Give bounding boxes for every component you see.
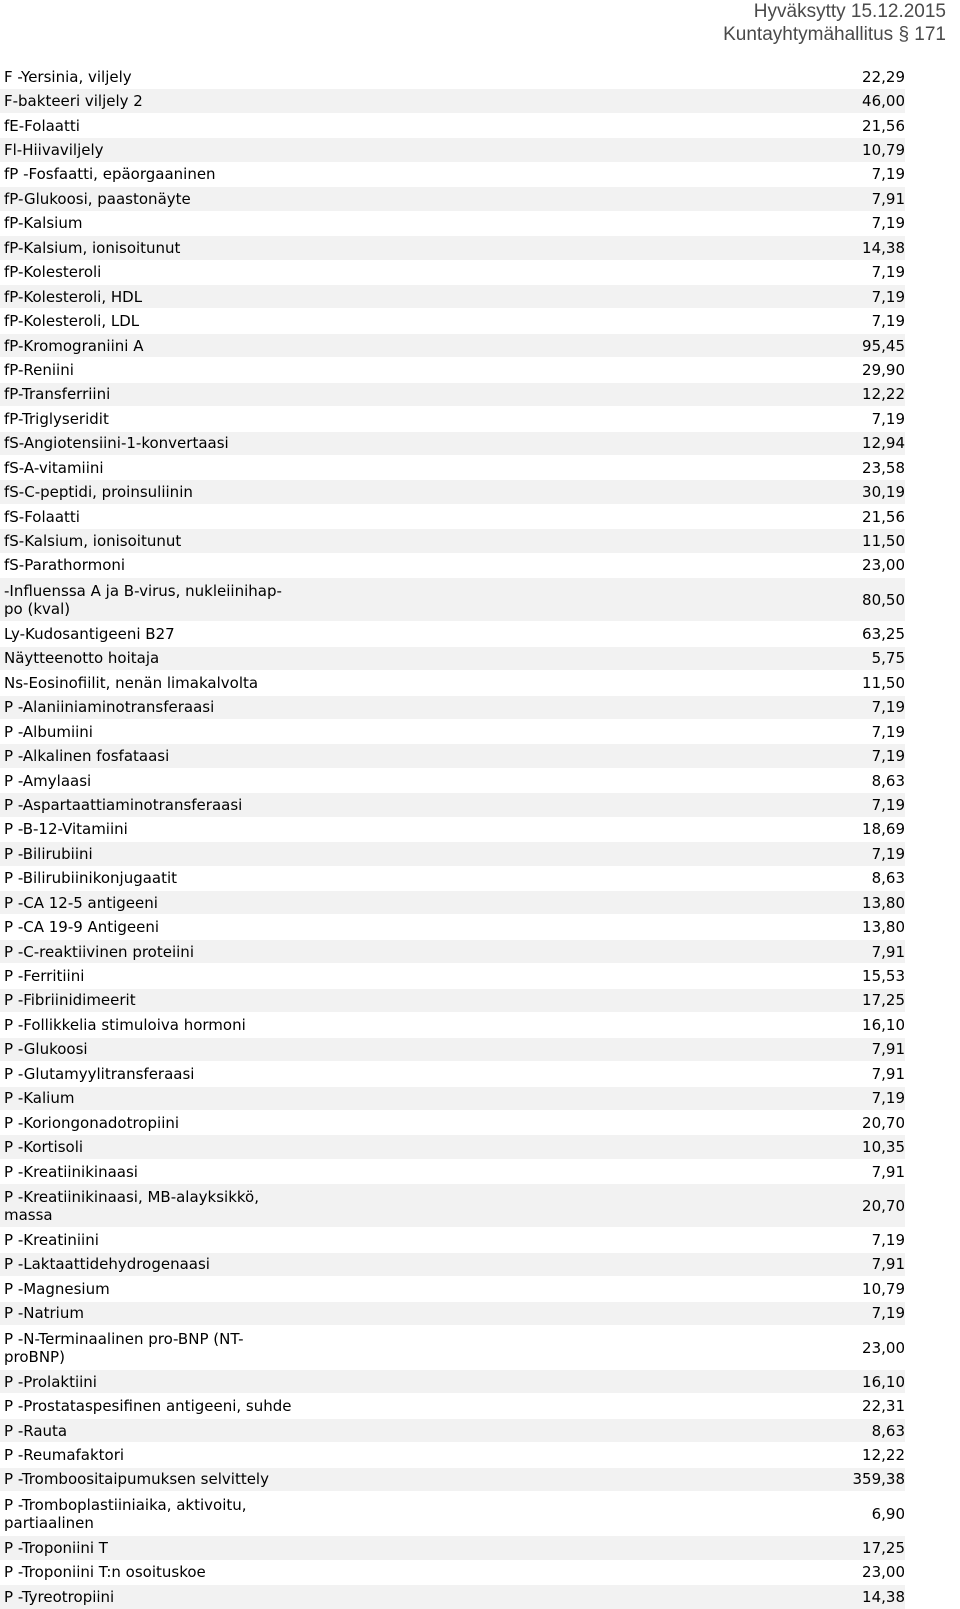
examination-name: P -Prolaktiini (4, 1372, 97, 1391)
examination-name: P -Prostataspesifinen antigeeni, suhde (4, 1397, 292, 1416)
price-value: 7,91 (871, 1162, 905, 1181)
examination-name: P -Magnesium (4, 1279, 110, 1298)
price-value: 63,25 (862, 624, 905, 643)
table-row (0, 382, 905, 406)
price-value: 7,19 (871, 722, 905, 741)
examination-name: P -Bilirubiinikonjugaatit (4, 869, 178, 888)
examination-name: Fl-Hiivaviljely (4, 141, 104, 160)
page-header (723, 0, 946, 46)
examination-name: fS-A-vitamiini (4, 458, 104, 477)
price-value: 7,19 (871, 263, 905, 282)
table-row (0, 1369, 905, 1393)
table-row (0, 162, 905, 186)
price-value: 7,19 (871, 165, 905, 184)
examination-name: P -Koriongonadotropiini (4, 1113, 180, 1132)
table-row (0, 1467, 905, 1491)
table-row (0, 1393, 905, 1417)
price-value: 46,00 (862, 92, 905, 111)
table-row (0, 914, 905, 938)
table-row (0, 1110, 905, 1134)
price-value: 7,19 (871, 287, 905, 306)
table-row (0, 455, 905, 479)
table-row (0, 1301, 905, 1325)
price-value: 23,00 (862, 1338, 905, 1357)
table-row (0, 817, 905, 841)
examination-name: Ns-Eosinofiilit, nenän limakalvolta (4, 673, 259, 692)
price-value: 22,31 (862, 1397, 905, 1416)
price-value: 14,38 (862, 1587, 905, 1606)
examination-name: P -B-12-Vitamiini (4, 820, 128, 839)
table-row (0, 963, 905, 987)
examination-name: fS-Parathormoni (4, 556, 126, 575)
table-row (0, 646, 905, 670)
table-row (0, 1325, 905, 1369)
table-row (0, 743, 905, 767)
price-value: 13,80 (862, 918, 905, 937)
table-row (0, 841, 905, 865)
examination-name: P -Fibriinidimeerit (4, 991, 136, 1010)
table-row (0, 137, 905, 161)
price-value: 7,19 (871, 844, 905, 863)
table-row (0, 1134, 905, 1158)
price-value: 7,91 (871, 1255, 905, 1274)
table-row (0, 260, 905, 284)
price-value: 7,19 (871, 312, 905, 331)
examination-name: fP-Kolesteroli, HDL (4, 287, 143, 306)
examination-name: fP-Triglyseridit (4, 409, 109, 428)
price-value: 12,22 (862, 385, 905, 404)
table-row (0, 1252, 905, 1276)
table-row (0, 504, 905, 528)
price-value: 10,79 (862, 1279, 905, 1298)
examination-name: fP-Kolesteroli (4, 263, 102, 282)
examination-name: P -Tromboplastiiniaika, aktivoitu, partiaalinen (4, 1495, 247, 1532)
price-value: 16,10 (862, 1015, 905, 1034)
examination-name: P -Glutamyylitransferaasi (4, 1064, 195, 1083)
table-row (0, 1086, 905, 1110)
price-value: 14,38 (862, 238, 905, 257)
examination-name: P -Tyreotropiini (4, 1587, 115, 1606)
examination-name: P -Alkalinen fosfataasi (4, 747, 170, 766)
table-row (0, 1183, 905, 1227)
examination-name: P -Kreatiinikinaasi, MB-alayksikkö, massa (4, 1187, 259, 1224)
examination-name: P -Follikkelia stimuloiva hormoni (4, 1015, 246, 1034)
examination-name: fS-Folaatti (4, 507, 80, 526)
table-row (0, 621, 905, 645)
examination-name: fP-Glukoosi, paastonäyte (4, 189, 191, 208)
examination-name: F -Yersinia, viljely (4, 67, 132, 86)
examination-name: P -Alaniiniaminotransferaasi (4, 698, 215, 717)
examination-name: fS-C-peptidi, proinsuliinin (4, 483, 193, 502)
table-row (0, 719, 905, 743)
examination-name: P -Kreatiniini (4, 1230, 99, 1249)
examination-name: fP -Fosfaatti, epäorgaaninen (4, 165, 216, 184)
price-value: 23,00 (862, 556, 905, 575)
price-value: 5,75 (871, 649, 905, 668)
table-row (0, 890, 905, 914)
examination-name: P -Albumiini (4, 722, 93, 741)
examination-name: P -CA 12-5 antigeeni (4, 893, 158, 912)
examination-name: P -C-reaktiivinen proteiini (4, 942, 194, 961)
price-value: 8,63 (871, 869, 905, 888)
examination-name: P -Natrium (4, 1304, 84, 1323)
table-row (0, 235, 905, 259)
examination-name: P -Troponiini T (4, 1538, 108, 1557)
examination-name: fP-Transferriini (4, 385, 111, 404)
table-row (0, 1012, 905, 1036)
table-row (0, 211, 905, 235)
price-value: 21,56 (862, 116, 905, 135)
table-row (0, 528, 905, 552)
table-row (0, 1227, 905, 1251)
price-value: 6,90 (871, 1504, 905, 1523)
table-row (0, 333, 905, 357)
price-value: 80,50 (862, 590, 905, 609)
price-value: 7,19 (871, 795, 905, 814)
examination-name: P -Glukoosi (4, 1040, 88, 1059)
examination-name: -Influenssa A ja B-virus, nukleiinihappo (kval) (4, 581, 282, 618)
examination-name: fP-Kromograniini A (4, 336, 144, 355)
table-row (0, 431, 905, 455)
table-row (0, 768, 905, 792)
table-row (0, 1276, 905, 1300)
approval-date: Hyväksytty 15.12.2015 (753, 1, 946, 22)
table-row (0, 1442, 905, 1466)
table-row (0, 1061, 905, 1085)
table-row (0, 64, 905, 88)
price-value: 7,19 (871, 1304, 905, 1323)
price-value: 7,19 (871, 214, 905, 233)
table-row (0, 406, 905, 430)
examination-name: P -Bilirubiini (4, 844, 93, 863)
price-value: 8,63 (871, 1421, 905, 1440)
examination-name: P -Laktaattidehydrogenaasi (4, 1255, 210, 1274)
price-value: 13,80 (862, 893, 905, 912)
table-row (0, 284, 905, 308)
price-table (0, 64, 905, 1609)
table-row (0, 186, 905, 210)
examination-name: P -Aspartaattiaminotransferaasi (4, 795, 243, 814)
table-row (0, 308, 905, 332)
examination-name: P -Ferritiini (4, 967, 85, 986)
price-value: 8,63 (871, 771, 905, 790)
examination-name: P -Reumafaktori (4, 1446, 125, 1465)
price-value: 95,45 (862, 336, 905, 355)
price-value: 11,50 (862, 532, 905, 551)
price-value: 17,25 (862, 1538, 905, 1557)
table-row (0, 357, 905, 381)
examination-name: fP-Kolesteroli, LDL (4, 312, 140, 331)
examination-name: P -Kreatiinikinaasi (4, 1162, 138, 1181)
examination-name: fS-Kalsium, ionisoitunut (4, 532, 182, 551)
table-row (0, 695, 905, 719)
table-row (0, 1418, 905, 1442)
price-value: 7,19 (871, 747, 905, 766)
price-value: 7,19 (871, 1230, 905, 1249)
examination-name: F-bakteeri viljely 2 (4, 92, 143, 111)
price-value: 21,56 (862, 507, 905, 526)
price-value: 359,38 (852, 1470, 905, 1489)
examination-name: P -Kalium (4, 1089, 75, 1108)
table-row (0, 939, 905, 963)
price-value: 16,10 (862, 1372, 905, 1391)
price-value: 10,79 (862, 141, 905, 160)
table-row (0, 1584, 905, 1608)
examination-name: P -Amylaasi (4, 771, 92, 790)
price-value: 23,00 (862, 1563, 905, 1582)
price-value: 17,25 (862, 991, 905, 1010)
table-row (0, 1491, 905, 1535)
price-value: 15,53 (862, 967, 905, 986)
price-value: 20,70 (862, 1196, 905, 1215)
table-row (0, 670, 905, 694)
price-value: 12,22 (862, 1446, 905, 1465)
price-value: 29,90 (862, 360, 905, 379)
examination-name: fP-Kalsium (4, 214, 83, 233)
table-row (0, 113, 905, 137)
examination-name: fP-Reniini (4, 360, 74, 379)
examination-name: fE-Folaatti (4, 116, 80, 135)
examination-name: P -N-Terminaalinen pro-BNP (NT-proBNP) (4, 1329, 244, 1366)
table-row (0, 577, 905, 621)
board-reference: Kuntayhtymähallitus § 171 (723, 24, 946, 45)
price-value: 7,19 (871, 1089, 905, 1108)
price-value: 20,70 (862, 1113, 905, 1132)
price-value: 12,94 (862, 434, 905, 453)
table-row (0, 1535, 905, 1559)
price-value: 7,91 (871, 1064, 905, 1083)
price-value: 7,91 (871, 1040, 905, 1059)
price-value: 22,29 (862, 67, 905, 86)
price-value: 7,19 (871, 409, 905, 428)
table-row (0, 792, 905, 816)
examination-name: fP-Kalsium, ionisoitunut (4, 238, 181, 257)
price-value: 10,35 (862, 1138, 905, 1157)
table-row (0, 88, 905, 112)
examination-name: Ly-Kudosantigeeni B27 (4, 624, 175, 643)
table-row (0, 866, 905, 890)
table-row (0, 553, 905, 577)
examination-name: P -Troponiini T:n osoituskoe (4, 1563, 206, 1582)
price-value: 7,19 (871, 698, 905, 717)
price-value: 18,69 (862, 820, 905, 839)
price-value: 7,91 (871, 189, 905, 208)
price-value: 7,91 (871, 942, 905, 961)
examination-name: P -CA 19-9 Antigeeni (4, 918, 160, 937)
examination-name: Näytteenotto hoitaja (4, 649, 160, 668)
table-row (0, 1159, 905, 1183)
table-row (0, 988, 905, 1012)
table-row (0, 479, 905, 503)
examination-name: fS-Angiotensiini-1-konvertaasi (4, 434, 229, 453)
examination-name: P -Rauta (4, 1421, 68, 1440)
table-row (0, 1037, 905, 1061)
price-value: 30,19 (862, 483, 905, 502)
price-value: 11,50 (862, 673, 905, 692)
examination-name: P -Tromboositaipumuksen selvittely (4, 1470, 269, 1489)
examination-name: P -Kortisoli (4, 1138, 84, 1157)
table-row (0, 1560, 905, 1584)
price-value: 23,58 (862, 458, 905, 477)
